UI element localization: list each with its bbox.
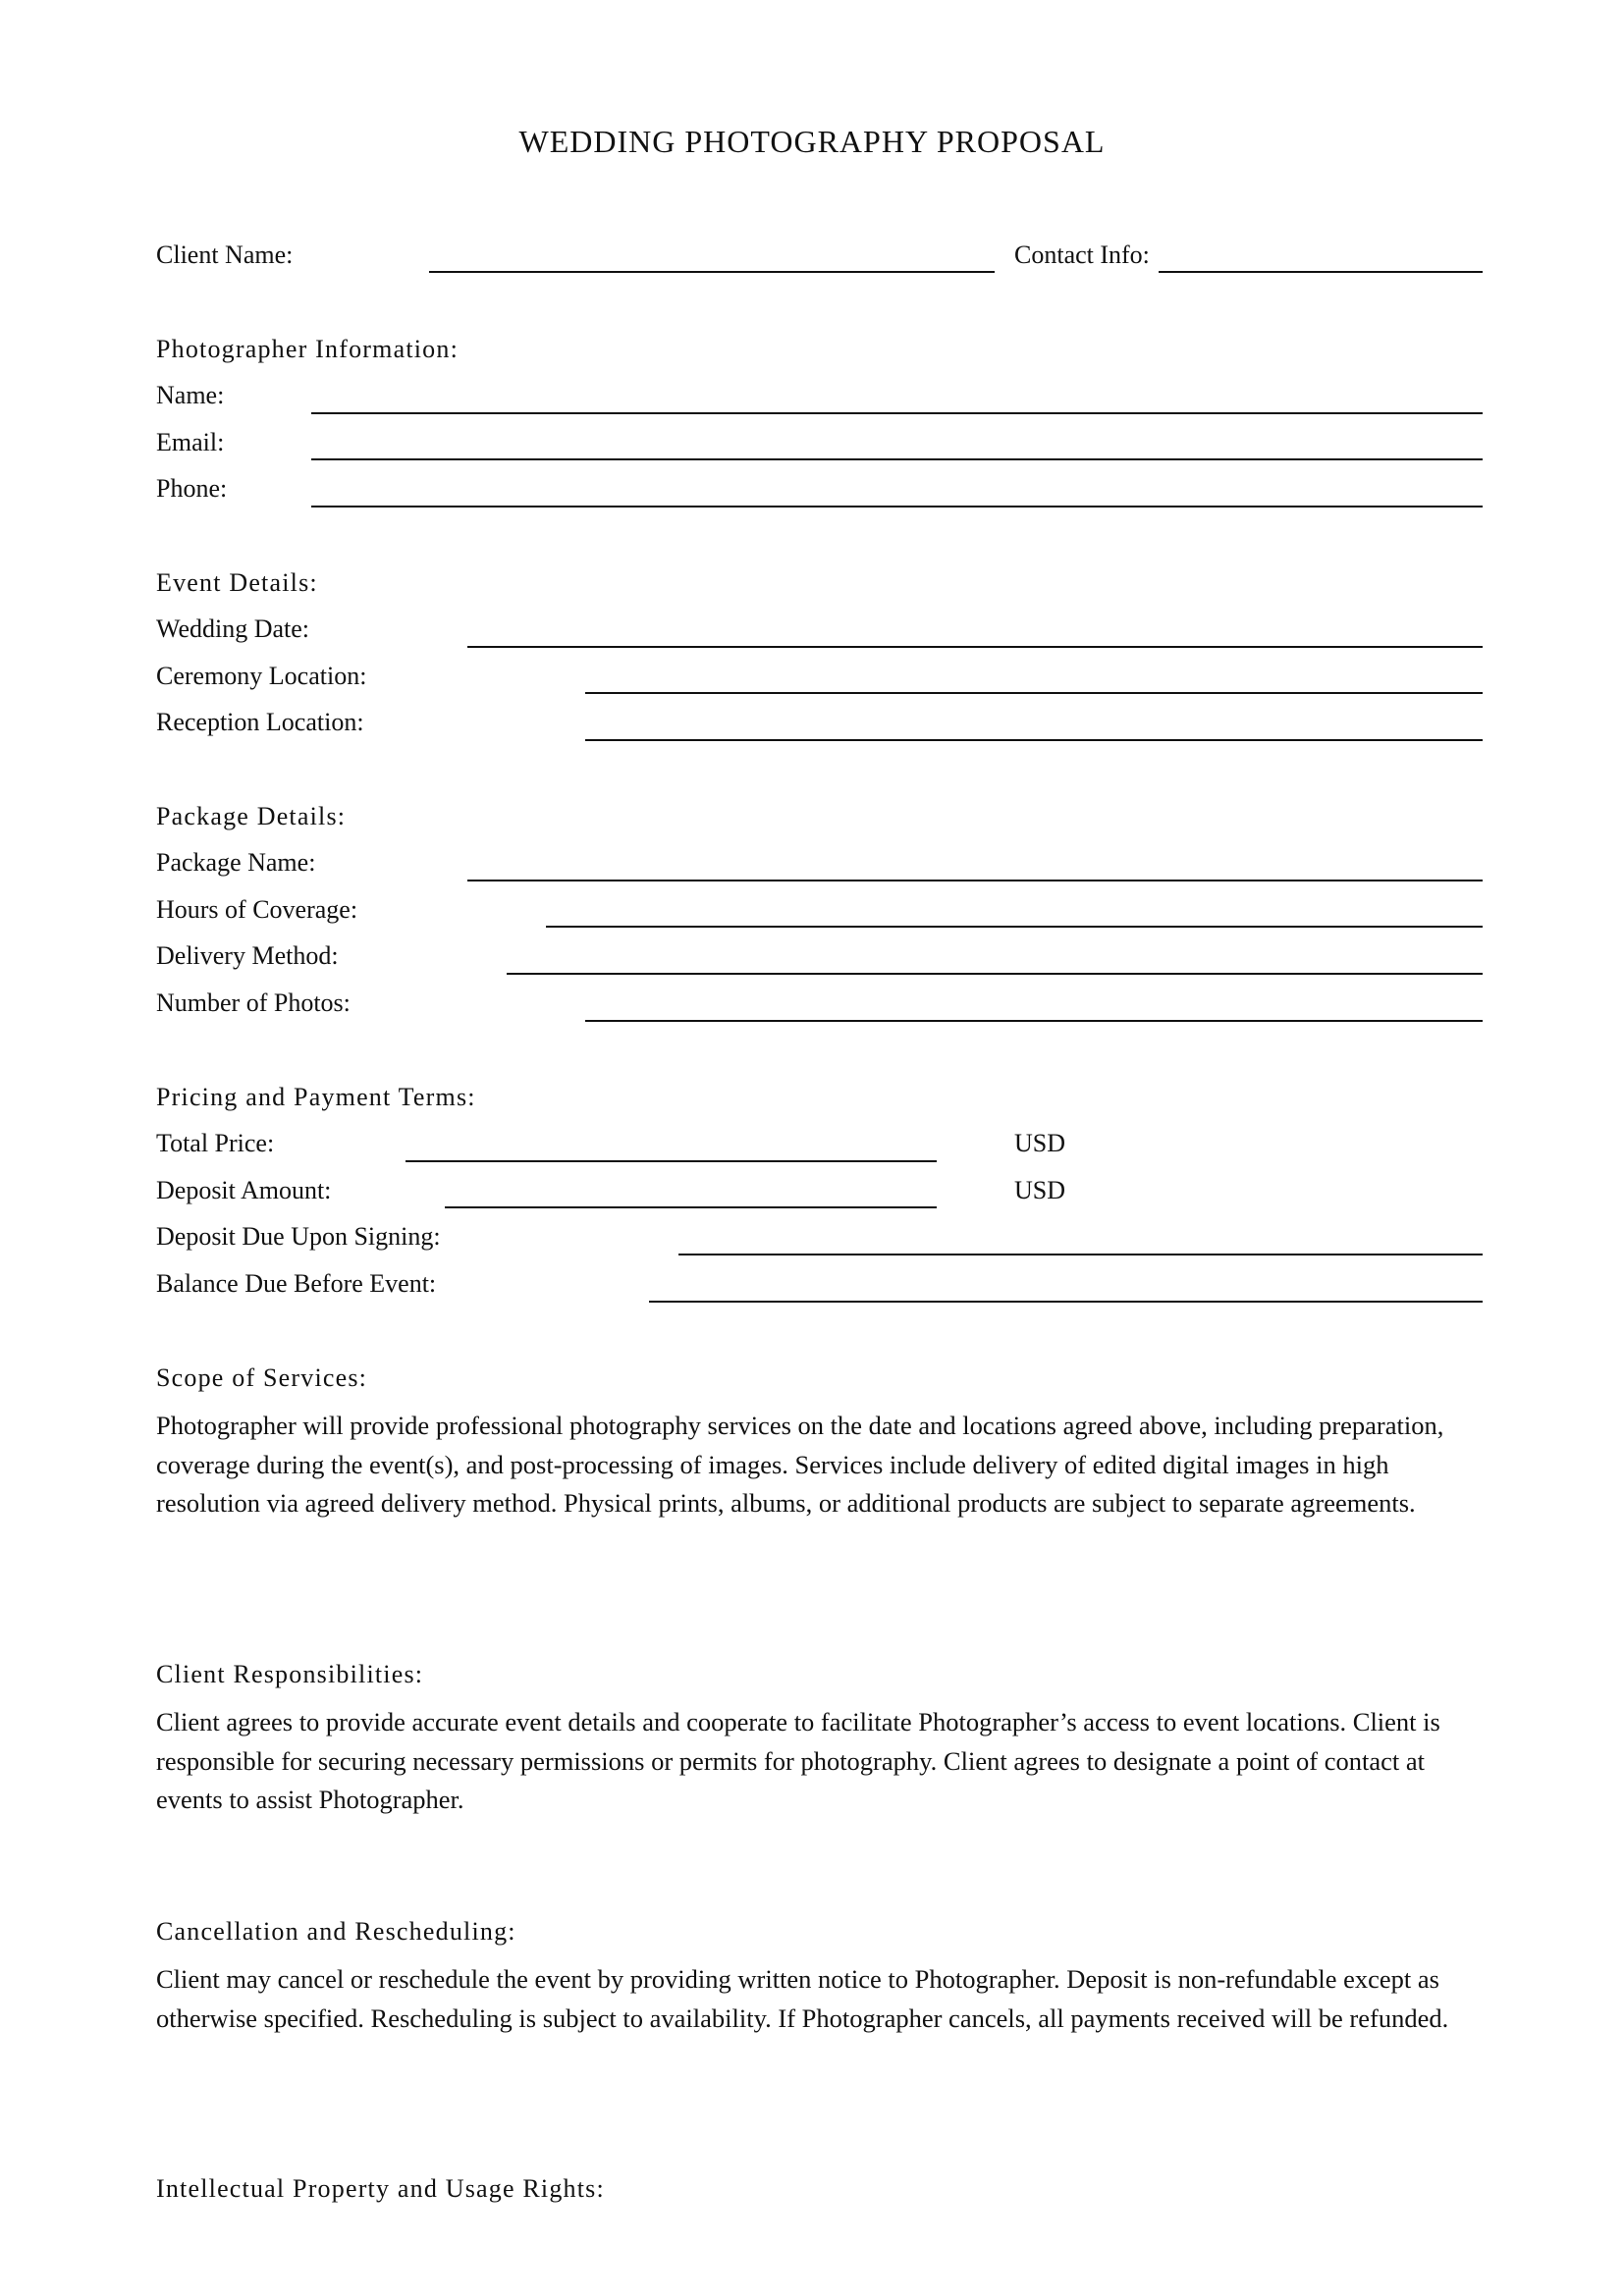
number-of-photos-field[interactable] [585, 1020, 1483, 1022]
contact-info-label: Contact Info: [1014, 240, 1150, 269]
client-name-label: Client Name: [156, 240, 294, 269]
photographer-email-field[interactable] [311, 458, 1483, 460]
package-name-field[interactable] [467, 880, 1483, 881]
deposit-amount-label: Deposit Amount: [156, 1176, 332, 1204]
photographer-phone-label: Phone: [156, 474, 228, 503]
wedding-date-label: Wedding Date: [156, 614, 310, 643]
deposit-amount-field[interactable] [445, 1206, 937, 1208]
reception-location-field[interactable] [585, 739, 1483, 741]
event-details-heading: Event Details: [156, 568, 318, 597]
client-name-field[interactable] [429, 271, 995, 273]
pricing-heading: Pricing and Payment Terms: [156, 1083, 476, 1111]
delivery-method-field[interactable] [507, 973, 1483, 975]
delivery-method-label: Delivery Method: [156, 941, 339, 970]
cancellation-heading: Cancellation and Rescheduling: [156, 1917, 516, 1946]
scope-body: Photographer will provide professional photography services on the date and locations agreed above, including preparation, coverage during the event(s), and post-processing of images. Services include delivery of edited digital images in high resolution via agreed delivery method. Physical prints, albums, or additional products are subject to separate agreements. [156, 1411, 1444, 1518]
photographer-email-label: Email: [156, 428, 225, 456]
ceremony-location-label: Ceremony Location: [156, 662, 367, 690]
number-of-photos-label: Number of Photos: [156, 988, 351, 1017]
client-responsibilities-heading: Client Responsibilities: [156, 1660, 424, 1688]
total-price-currency: USD [1014, 1129, 1066, 1157]
deposit-due-label: Deposit Due Upon Signing: [156, 1222, 441, 1251]
ceremony-location-field[interactable] [585, 692, 1483, 694]
package-details-heading: Package Details: [156, 802, 347, 830]
package-name-label: Package Name: [156, 848, 316, 877]
scope-heading: Scope of Services: [156, 1363, 368, 1392]
balance-due-field[interactable] [649, 1301, 1483, 1303]
hours-of-coverage-field[interactable] [546, 926, 1483, 928]
hours-of-coverage-label: Hours of Coverage: [156, 895, 358, 924]
contact-info-field[interactable] [1159, 271, 1483, 273]
document-title: WEDDING PHOTOGRAPHY PROPOSAL [518, 124, 1106, 159]
ip-heading: Intellectual Property and Usage Rights: [156, 2174, 605, 2203]
deposit-amount-currency: USD [1014, 1176, 1066, 1204]
balance-due-label: Balance Due Before Event: [156, 1269, 437, 1298]
photographer-info-heading: Photographer Information: [156, 335, 459, 363]
photographer-phone-field[interactable] [311, 506, 1483, 507]
reception-location-label: Reception Location: [156, 708, 364, 736]
cancellation-body: Client may cancel or reschedule the event by providing written notice to Photographer. Deposit is non-refundable except as otherwise specified. Rescheduling is subject to availability. If Photographer cancels, all payments received will be refunded. [156, 1964, 1449, 2033]
wedding-date-field[interactable] [467, 646, 1483, 648]
client-responsibilities-body: Client agrees to provide accurate event details and cooperate to facilitate Photographer’s access to event locations. Client is responsible for securing necessary permissions or permits for photography. Client agrees to designate a point of contact at events to assist Photographer. [156, 1707, 1440, 1814]
total-price-label: Total Price: [156, 1129, 275, 1157]
photographer-name-field[interactable] [311, 412, 1483, 414]
photographer-name-label: Name: [156, 381, 225, 409]
deposit-due-field[interactable] [678, 1254, 1483, 1255]
total-price-field[interactable] [406, 1160, 937, 1162]
